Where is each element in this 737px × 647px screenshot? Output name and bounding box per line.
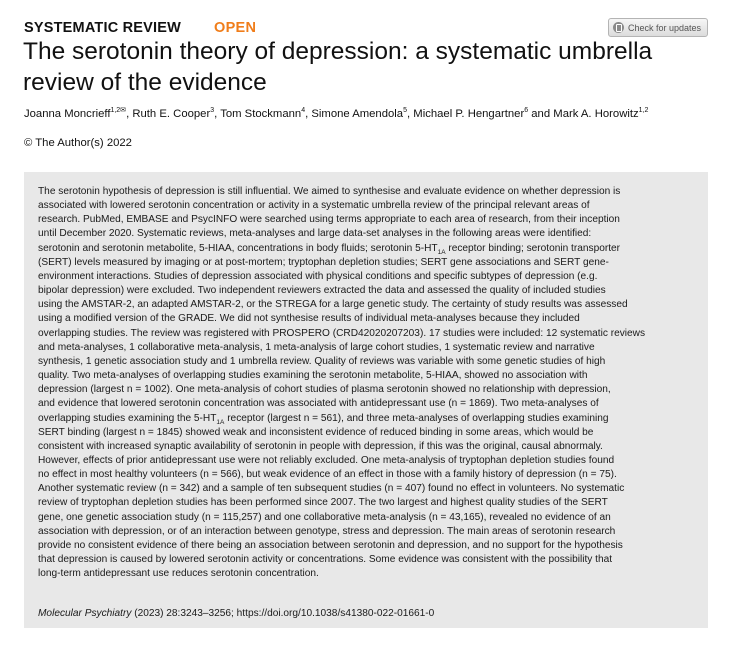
- abstract-line: associated with lowered serotonin concentration or activity in a systematic umbrella review of the principal relevant areas of: [38, 200, 590, 212]
- open-access-label: OPEN: [214, 20, 257, 36]
- abstract-line: overlapping studies. The review was registered with PROSPERO (CRD42020207203). 17 studies were included: 12 systematic reviews: [38, 327, 646, 339]
- abstract-line: using the AMSTAR-2, an adapted AMSTAR-2, or the STREGA for a large genetic study. The certainty of study results was assessed: [38, 299, 628, 311]
- check-for-updates-label: Check for updates: [627, 22, 701, 33]
- abstract-line: long-term antidepressant use reduces serotonin concentration.: [38, 568, 319, 580]
- abstract-line: quality. Two meta-analyses of overlapping studies examining the serotonin metabolite, 5-HIAA, showed no association with: [38, 370, 588, 382]
- author-affiliation: 5: [403, 107, 407, 115]
- abstract-line: until December 2020. Systematic reviews, meta-analyses and large data-set analyses in the following areas were identified:: [38, 228, 592, 240]
- abstract-line: Another systematic review (n = 342) and a sample of ten subsequent studies (n = 407) found no effect in volunteers. No systematic: [38, 483, 625, 495]
- citation-details[interactable]: (2023) 28:3243–3256; https://doi.org/10.1038/s41380-022-01661-0: [131, 608, 435, 619]
- abstract-line: using a modified version of the GRADE. We did not synthesise results of individual meta-analyses because they included: [38, 313, 580, 325]
- abstract-line: review of tryptophan depletion studies has been performed since 2007. The two largest and highest quality studies of the SERT: [38, 497, 608, 509]
- abstract-line: consistent with increased synaptic availability of serotonin in people with depression, if this was the original, causal abnormaly.: [38, 440, 603, 452]
- abstract-line: synthesis, 1 genetic association study and 1 umbrella review. Quality of reviews was variable with some genetic studies of high: [38, 355, 606, 367]
- abstract-line: The serotonin hypothesis of depression is still influential. We aimed to synthesise and evaluate evidence on whether depression is: [38, 186, 621, 197]
- author-separator: ,: [407, 108, 414, 120]
- abstract-line: no effect in most healthy volunteers (n = 566), but weak evidence of an effect in those with a family history of depression (n = 75).: [38, 469, 617, 481]
- author-list: [24, 108, 724, 120]
- abstract-line: serotonin and serotonin metabolite, 5-HIAA, concentrations in body fluids; serotonin $5-HT_{1A}$ receptor binding; serotonin transporter: [38, 242, 621, 256]
- abstract-line: environment interactions. Studies of depression associated with physical conditions and specific subtypes of depression (e.g.: [38, 270, 598, 282]
- article-title: The serotonin theory of depression: a systematic umbrella review of the evidence: [23, 38, 653, 96]
- abstract-box: [24, 172, 708, 628]
- abstract-line: provide no consistent evidence of there being an association between serotonin and depression, and no support for the hypothesis: [38, 539, 623, 551]
- journal-name: Molecular Psychiatry: [38, 608, 132, 619]
- author-affiliation: 1,2: [638, 107, 649, 115]
- author-affiliation: 6: [524, 107, 529, 115]
- author-affiliation: 3: [210, 107, 215, 115]
- abstract-line: research. PubMed, EMBASE and PsycINFO were searched using terms appropriate to each area of research, from their inception: [38, 214, 620, 226]
- author-name[interactable]: Michael P. Hengartner: [413, 108, 525, 120]
- abstract-line: However, effects of prior antidepressant use were not reliably excluded. One meta-analysis of tryptophan depletion studies found: [38, 454, 615, 466]
- copyright-notice: © The Author(s) 2022: [24, 137, 132, 149]
- author-name[interactable]: Simone Amendola: [311, 108, 404, 120]
- author-separator: and: [528, 108, 554, 120]
- abstract-line: bipolar depression) were excluded. Two independent reviewers extracted the data and assessed the quality of included studies: [38, 285, 606, 297]
- abstract-line: depression (largest n = 1002). One meta-analysis of cohort studies of plasma serotonin showed no relationship with depression,: [38, 384, 611, 396]
- article-type-label: SYSTEMATIC REVIEW: [24, 20, 182, 36]
- abstract-line: gene, one genetic association study (n = 115,257) and one collaborative meta-analysis (n = 43,165), revealed no evidence of an: [38, 511, 611, 523]
- abstract-text: [38, 185, 694, 581]
- author-name[interactable]: Joanna Moncrieff: [24, 108, 111, 120]
- abstract-line: SERT binding (largest n = 1845) showed weak and inconsistent evidence of reduced binding in some areas, which would be: [38, 426, 594, 438]
- abstract-line: overlapping studies examining the $5-HT_{1A}$ receptor (largest n = 561), and three meta-analyses of overlapping studies examining: [38, 412, 609, 426]
- author-name[interactable]: Ruth E. Cooper: [132, 108, 211, 120]
- citation-line: [38, 608, 434, 619]
- author-affiliation: 4: [301, 107, 306, 115]
- abstract-line: and meta-analyses, 1 collaborative meta-analysis, 1 meta-analysis of large cohort studies, 1 systematic review and narrative: [38, 341, 595, 353]
- bookmark-icon: [613, 22, 624, 33]
- author-separator: ,: [305, 108, 312, 120]
- author-name[interactable]: Mark A. Horowitz: [553, 108, 639, 120]
- abstract-line: association with depression, or of an interaction between genotype, stress and depression. The main areas of serotonin research: [38, 525, 616, 537]
- author-affiliation: 1,2✉: [110, 107, 127, 115]
- abstract-line: (SERT) levels measured by imaging or at post-mortem; tryptophan depletion studies; SERT gene associations and SERT gene-: [38, 256, 609, 268]
- abstract-line: and evidence that lowered serotonin concentration was associated with antidepressant use (n = 1869). Two meta-analyses of: [38, 398, 599, 410]
- check-for-updates-button[interactable]: [608, 18, 708, 37]
- author-separator: ,: [126, 108, 133, 120]
- abstract-line: that depression is caused by lowered serotonin activity or concentrations. Some evidence was consistent with the possibility that: [38, 554, 613, 566]
- author-name[interactable]: Tom Stockmann: [220, 108, 302, 120]
- author-separator: ,: [214, 108, 221, 120]
